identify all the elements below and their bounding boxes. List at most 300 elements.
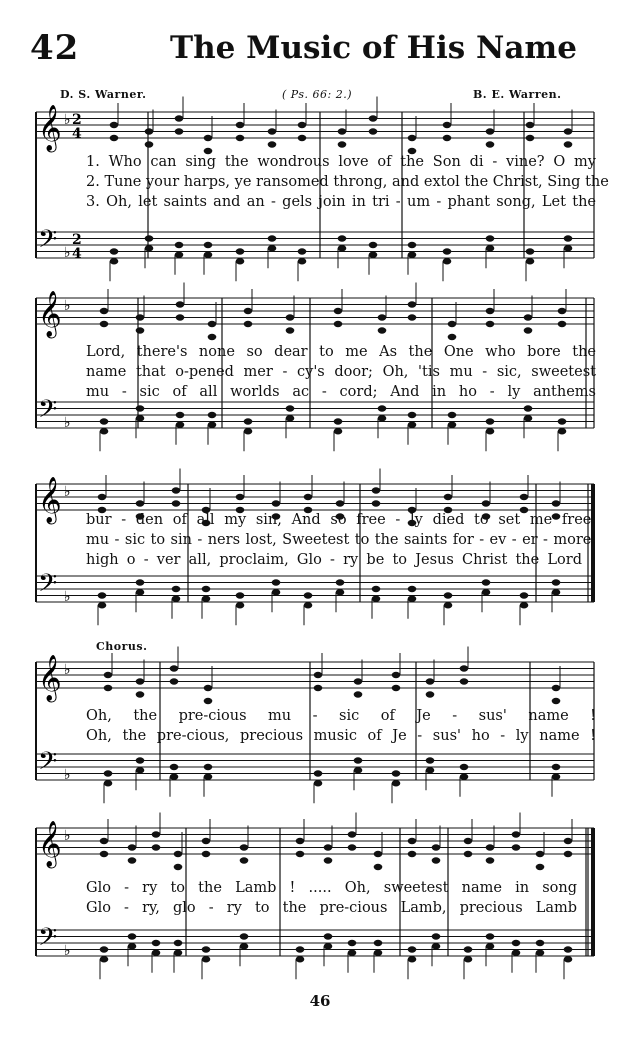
note-head — [236, 494, 245, 500]
note-head — [208, 412, 217, 418]
note-head — [286, 314, 295, 320]
note-head — [334, 321, 343, 327]
time-signature: 2 — [72, 232, 82, 248]
note-head — [104, 770, 113, 776]
key-signature-flat: ♭ — [64, 298, 71, 314]
note-head — [369, 128, 378, 134]
note-head — [558, 418, 567, 424]
note-head — [296, 946, 305, 952]
note-head — [202, 586, 211, 592]
note-head — [524, 327, 533, 333]
note-head — [392, 770, 401, 776]
chorus-label: Chorus. — [96, 640, 148, 653]
note-head — [136, 589, 145, 595]
note-head — [324, 943, 333, 949]
note-head — [314, 780, 323, 786]
note-head — [426, 767, 435, 773]
note-head — [268, 128, 277, 134]
note-head — [354, 678, 363, 684]
note-head — [460, 774, 469, 780]
note-head — [136, 691, 145, 697]
note-head — [100, 838, 109, 844]
bass-clef: 𝄢 — [38, 225, 58, 260]
note-head — [174, 950, 183, 956]
note-head — [526, 258, 535, 264]
note-head — [512, 950, 521, 956]
note-head — [486, 245, 495, 251]
note-head — [152, 844, 161, 850]
note-head — [145, 235, 154, 241]
note-head — [152, 940, 161, 946]
note-head — [444, 602, 453, 608]
note-head — [268, 235, 277, 241]
key-signature-flat: ♭ — [64, 662, 71, 678]
note-head — [298, 122, 307, 128]
note-head — [236, 122, 245, 128]
note-head — [100, 428, 109, 434]
key-signature-flat: ♭ — [64, 415, 71, 431]
note-head — [202, 596, 211, 602]
note-head — [448, 422, 457, 428]
note-head — [374, 950, 383, 956]
note-head — [136, 314, 145, 320]
lyric-line: mu - sic of all worlds ac - cord; And in ho - ly anthems — [86, 384, 596, 400]
note-head — [482, 579, 491, 585]
note-head — [174, 851, 183, 857]
treble-clef: 𝄞 — [38, 655, 62, 701]
note-head — [426, 691, 435, 697]
note-head — [464, 956, 473, 962]
key-signature-flat: ♭ — [64, 245, 71, 261]
note-head — [486, 141, 495, 147]
note-head — [558, 308, 567, 314]
note-head — [128, 943, 137, 949]
note-head — [369, 115, 378, 121]
note-head — [372, 500, 381, 506]
music-system-2 — [0, 290, 640, 460]
note-head — [348, 950, 357, 956]
note-head — [244, 321, 253, 327]
note-head — [176, 314, 185, 320]
lyric-line: 2. Tune your harps, ye ransomed throng, and extol the Christ, Sing the — [86, 174, 609, 190]
note-head — [372, 596, 381, 602]
chorus-lyrics — [86, 878, 596, 918]
note-head — [202, 851, 211, 857]
note-head — [170, 774, 179, 780]
note-head — [136, 757, 145, 763]
note-head — [145, 141, 154, 147]
note-head — [338, 235, 347, 241]
note-head — [202, 946, 211, 952]
note-head — [298, 248, 307, 254]
note-head — [98, 592, 107, 598]
note-head — [552, 764, 561, 770]
music-system-3 — [0, 476, 640, 626]
note-head — [512, 844, 521, 850]
note-head — [298, 258, 307, 264]
lyric-line: 1. Who can sing the wondrous love of the Son di - vine? O my — [86, 154, 596, 170]
note-head — [408, 314, 417, 320]
note-head — [460, 665, 469, 671]
note-head — [334, 418, 343, 424]
note-head — [372, 487, 381, 493]
note-head — [240, 844, 249, 850]
scripture-reference: ( Ps. 66: 2.) — [282, 88, 353, 101]
note-head — [236, 135, 245, 141]
note-head — [324, 844, 333, 850]
note-head — [100, 956, 109, 962]
note-head — [564, 851, 573, 857]
note-head — [564, 141, 573, 147]
note-head — [564, 956, 573, 962]
note-head — [208, 334, 217, 340]
note-head — [244, 418, 253, 424]
note-head — [314, 685, 323, 691]
note-head — [100, 418, 109, 424]
note-head — [426, 678, 435, 684]
note-head — [240, 857, 249, 863]
note-head — [486, 321, 495, 327]
note-head — [432, 844, 441, 850]
note-head — [464, 851, 473, 857]
note-head — [443, 248, 452, 254]
note-head — [136, 767, 145, 773]
page-number: 46 — [309, 992, 331, 1010]
note-head — [236, 602, 245, 608]
note-head — [145, 245, 154, 251]
note-head — [426, 757, 435, 763]
note-head — [448, 321, 457, 327]
note-head — [372, 586, 381, 592]
lyric-line: high o - ver all, proclaim, Glo - ry be to Jesus Christ the Lord ! — [86, 552, 596, 568]
note-head — [244, 428, 253, 434]
note-head — [296, 851, 305, 857]
note-head — [408, 135, 417, 141]
note-head — [482, 500, 491, 506]
lyric-line: Glo - ry to the Lamb ! ..... Oh, sweetest name in song ! — [86, 880, 596, 896]
note-head — [100, 946, 109, 952]
note-head — [208, 422, 217, 428]
time-signature: 4 — [72, 126, 82, 142]
note-head — [204, 135, 213, 141]
bass-clef: 𝄢 — [38, 747, 58, 782]
note-head — [204, 774, 213, 780]
note-head — [378, 415, 387, 421]
note-head — [240, 943, 249, 949]
note-head — [286, 327, 295, 333]
note-head — [145, 128, 154, 134]
note-head — [392, 672, 401, 678]
note-head — [564, 838, 573, 844]
treble-clef: 𝄞 — [38, 105, 62, 151]
key-signature-flat: ♭ — [64, 484, 71, 500]
note-head — [552, 774, 561, 780]
key-signature-flat: ♭ — [64, 943, 71, 959]
note-head — [174, 940, 183, 946]
note-head — [104, 780, 113, 786]
bass-clef: 𝄢 — [38, 569, 58, 604]
note-head — [336, 500, 345, 506]
note-head — [334, 428, 343, 434]
note-head — [374, 864, 383, 870]
note-head — [536, 851, 545, 857]
bass-clef: 𝄢 — [38, 923, 58, 958]
note-head — [448, 334, 457, 340]
note-head — [240, 933, 249, 939]
note-head — [100, 308, 109, 314]
treble-clef: 𝄞 — [38, 821, 62, 867]
note-head — [443, 135, 452, 141]
note-head — [98, 494, 107, 500]
note-head — [170, 764, 179, 770]
note-head — [408, 838, 417, 844]
chorus-lyrics — [86, 706, 596, 746]
lyric-line: Glo - ry, glo - ry to the pre-cious Lamb, precious Lamb ! — [86, 900, 596, 916]
note-head — [128, 844, 137, 850]
music-system-4 — [0, 654, 640, 804]
note-head — [172, 487, 181, 493]
note-head — [460, 678, 469, 684]
note-head — [136, 678, 145, 684]
note-head — [104, 685, 113, 691]
note-head — [110, 258, 119, 264]
note-head — [172, 500, 181, 506]
note-head — [526, 248, 535, 254]
note-head — [175, 128, 184, 134]
note-head — [552, 500, 561, 506]
note-head — [552, 589, 561, 595]
note-head — [432, 943, 441, 949]
note-head — [536, 940, 545, 946]
note-head — [136, 500, 145, 506]
key-signature-flat: ♭ — [64, 112, 71, 128]
note-head — [100, 321, 109, 327]
note-head — [128, 933, 137, 939]
hymn-title: The Music of His Name — [170, 30, 577, 66]
music-system-1 — [0, 104, 640, 274]
note-head — [208, 321, 217, 327]
note-head — [536, 950, 545, 956]
note-head — [174, 864, 183, 870]
note-head — [443, 258, 452, 264]
note-head — [486, 308, 495, 314]
note-head — [298, 135, 307, 141]
note-head — [152, 950, 161, 956]
note-head — [564, 245, 573, 251]
note-head — [204, 242, 213, 248]
note-head — [378, 314, 387, 320]
note-head — [552, 685, 561, 691]
note-head — [336, 579, 345, 585]
lyric-line: name that o-pened mer - cy's door; Oh, 'tis mu - sic, sweetest — [86, 364, 596, 380]
note-head — [408, 252, 417, 258]
note-head — [136, 415, 145, 421]
note-head — [304, 602, 313, 608]
note-head — [304, 494, 313, 500]
note-head — [354, 757, 363, 763]
note-head — [536, 864, 545, 870]
note-head — [369, 252, 378, 258]
verse-lyrics — [86, 152, 609, 212]
bass-clef: 𝄢 — [38, 395, 58, 430]
note-head — [460, 764, 469, 770]
note-head — [136, 579, 145, 585]
hymn-number: 42 — [30, 28, 80, 68]
note-head — [486, 428, 495, 434]
note-head — [486, 857, 495, 863]
note-head — [176, 412, 185, 418]
note-head — [464, 838, 473, 844]
note-head — [338, 245, 347, 251]
note-head — [348, 831, 357, 837]
note-head — [170, 678, 179, 684]
note-head — [392, 685, 401, 691]
note-head — [324, 933, 333, 939]
note-head — [444, 494, 453, 500]
verse-lyrics — [86, 342, 596, 402]
note-head — [334, 308, 343, 314]
key-signature-flat: ♭ — [64, 828, 71, 844]
note-head — [175, 252, 184, 258]
note-head — [558, 321, 567, 327]
note-head — [172, 586, 181, 592]
note-head — [486, 933, 495, 939]
note-head — [408, 596, 417, 602]
note-head — [408, 851, 417, 857]
note-head — [204, 685, 213, 691]
note-head — [564, 235, 573, 241]
note-head — [408, 412, 417, 418]
note-head — [558, 428, 567, 434]
note-head — [172, 596, 181, 602]
note-head — [204, 764, 213, 770]
note-head — [520, 592, 529, 598]
note-head — [98, 602, 107, 608]
lyric-line: Oh, the pre-cious, precious music of Je - sus' ho - ly name ! — [86, 728, 596, 744]
note-head — [268, 245, 277, 251]
note-head — [272, 589, 281, 595]
note-head — [486, 235, 495, 241]
note-head — [314, 770, 323, 776]
note-head — [272, 579, 281, 585]
note-head — [374, 940, 383, 946]
note-head — [286, 415, 295, 421]
note-head — [432, 857, 441, 863]
note-head — [304, 592, 313, 598]
note-head — [552, 698, 561, 704]
lyric-line: bur - den of all my sin, And so free - ly died to set me free. — [86, 512, 596, 528]
key-signature-flat: ♭ — [64, 589, 71, 605]
note-head — [526, 122, 535, 128]
note-head — [486, 128, 495, 134]
note-head — [104, 672, 113, 678]
note-head — [338, 141, 347, 147]
lyric-line: Oh, the pre-cious mu - sic of Je - sus' name ! — [86, 708, 596, 724]
note-head — [524, 415, 533, 421]
note-head — [136, 405, 145, 411]
treble-clef: 𝄞 — [38, 291, 62, 337]
note-head — [564, 128, 573, 134]
note-head — [374, 851, 383, 857]
music-system-5 — [0, 820, 640, 980]
note-head — [175, 115, 184, 121]
note-head — [464, 946, 473, 952]
note-head — [268, 141, 277, 147]
note-head — [286, 405, 295, 411]
note-head — [408, 422, 417, 428]
note-head — [110, 248, 119, 254]
lyric-line: 3. Oh, let saints and an - gels join in tri - um - phant song, Let the — [86, 194, 596, 210]
note-head — [236, 248, 245, 254]
note-head — [564, 946, 573, 952]
note-head — [338, 128, 347, 134]
note-head — [244, 308, 253, 314]
note-head — [236, 258, 245, 264]
note-head — [296, 838, 305, 844]
note-head — [378, 327, 387, 333]
treble-clef: 𝄞 — [38, 477, 62, 523]
note-head — [202, 838, 211, 844]
note-head — [100, 851, 109, 857]
note-head — [524, 314, 533, 320]
time-signature: 4 — [72, 246, 82, 262]
note-head — [204, 698, 213, 704]
note-head — [552, 579, 561, 585]
note-head — [408, 242, 417, 248]
note-head — [314, 672, 323, 678]
note-head — [296, 956, 305, 962]
note-head — [408, 301, 417, 307]
note-head — [202, 956, 211, 962]
note-head — [524, 405, 533, 411]
note-head — [110, 135, 119, 141]
note-head — [520, 602, 529, 608]
note-head — [432, 933, 441, 939]
composer-credit: B. E. Warren. — [473, 88, 562, 101]
lyric-line: mu - sic to sin - ners lost, Sweetest to the saints for - ev - er - more. — [86, 532, 596, 548]
note-head — [272, 500, 281, 506]
note-head — [236, 592, 245, 598]
note-head — [408, 586, 417, 592]
note-head — [152, 831, 161, 837]
note-head — [408, 946, 417, 952]
note-head — [520, 494, 529, 500]
note-head — [176, 422, 185, 428]
note-head — [348, 844, 357, 850]
note-head — [336, 589, 345, 595]
note-head — [444, 592, 453, 598]
note-head — [128, 857, 137, 863]
note-head — [170, 665, 179, 671]
note-head — [526, 135, 535, 141]
note-head — [354, 767, 363, 773]
note-head — [482, 589, 491, 595]
note-head — [110, 122, 119, 128]
note-head — [176, 301, 185, 307]
note-head — [378, 405, 387, 411]
note-head — [392, 780, 401, 786]
key-signature-flat: ♭ — [64, 767, 71, 783]
note-head — [175, 242, 184, 248]
note-head — [408, 956, 417, 962]
note-head — [136, 327, 145, 333]
note-head — [512, 831, 521, 837]
note-head — [448, 412, 457, 418]
lyric-line: Lord, there's none so dear to me As the One who bore the — [86, 344, 596, 360]
author-credit: D. S. Warner. — [60, 88, 147, 101]
note-head — [486, 844, 495, 850]
note-head — [369, 242, 378, 248]
